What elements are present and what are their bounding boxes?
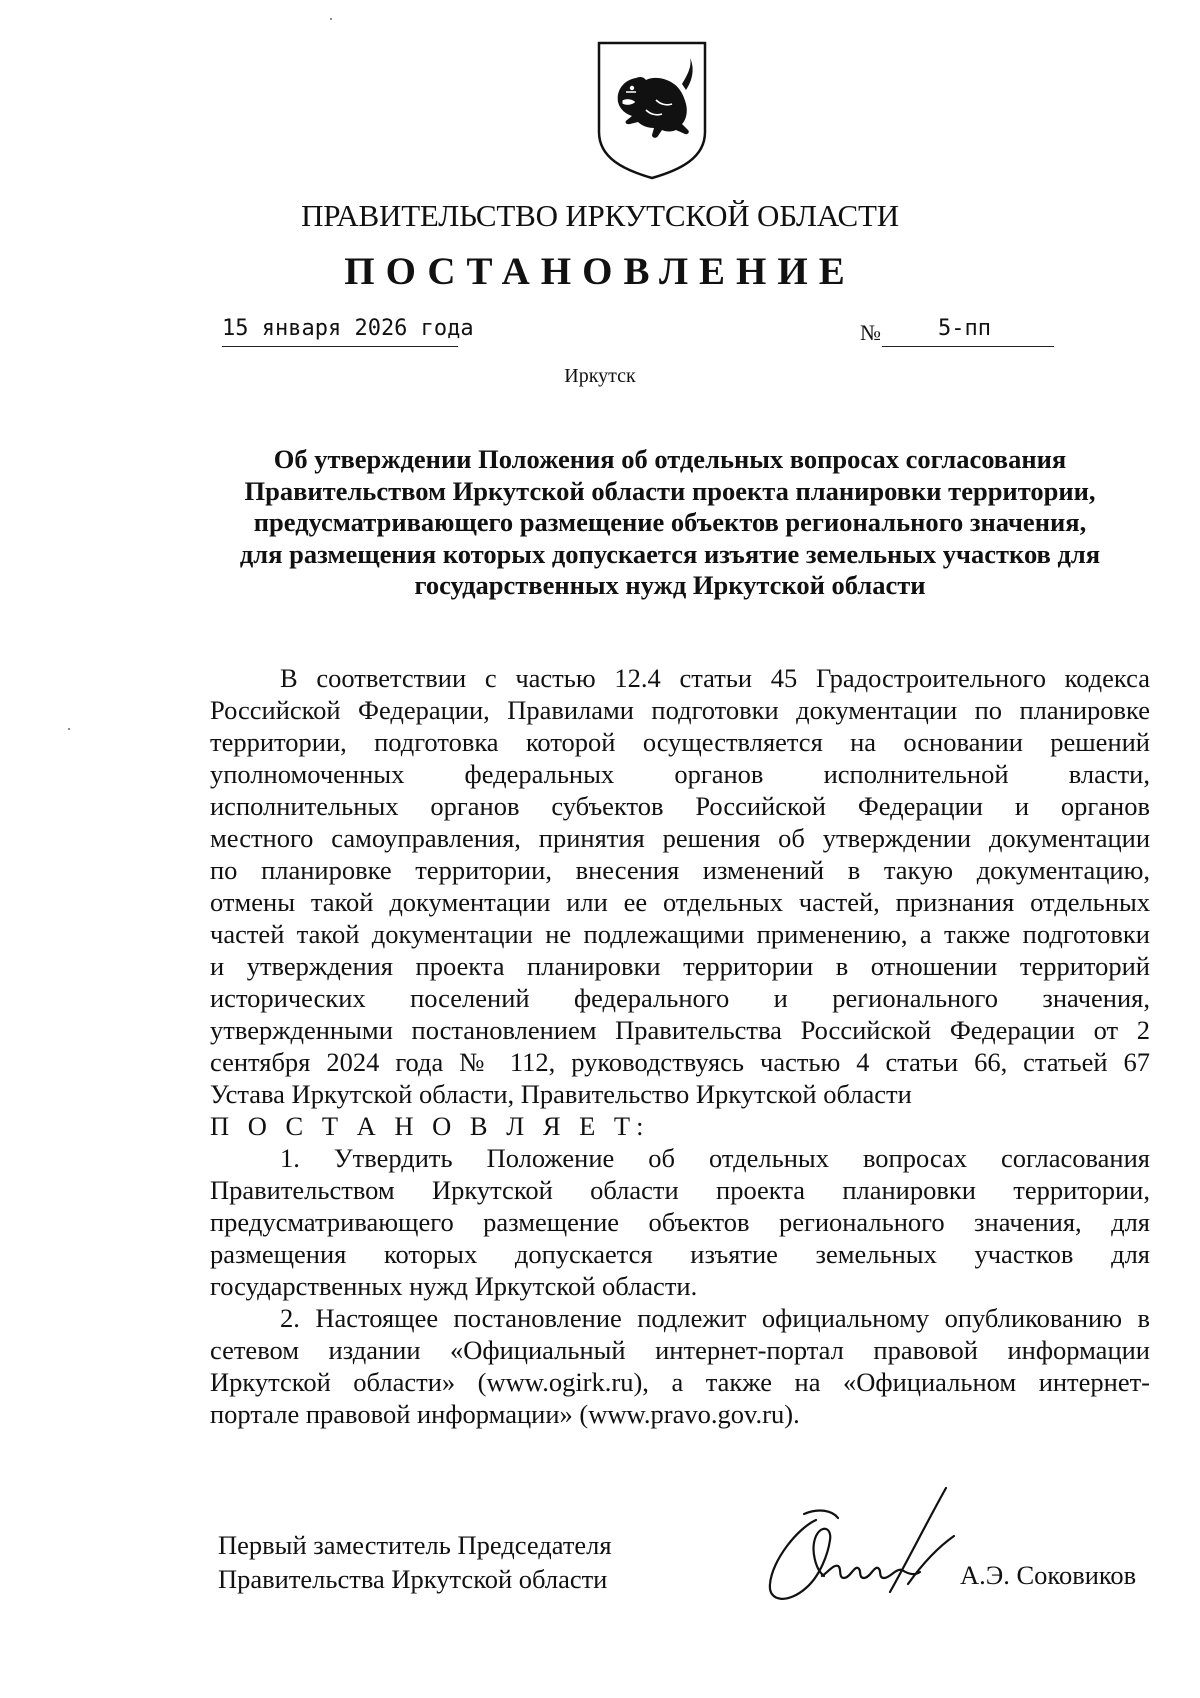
body-line: по планировке территории, внесения изменений в такую документацию, xyxy=(210,855,1150,885)
body-line: государственных нужд Иркутской области. xyxy=(210,1271,698,1301)
body-line: 1. Утвердить Положение об отдельных вопросах согласования xyxy=(280,1143,1150,1173)
government-name: ПРАВИТЕЛЬСТВО ИРКУТСКОЙ ОБЛАСТИ xyxy=(301,198,899,233)
position-line: Первый заместитель Председателя xyxy=(218,1530,612,1560)
document-subject xyxy=(210,444,1130,602)
body-line: уполномоченных федеральных органов исполнительной власти, xyxy=(210,759,1150,789)
document-type-title: ПОСТАНОВЛЕНИЕ xyxy=(344,250,856,293)
document-body xyxy=(210,662,1150,1430)
irkutsk-coat-of-arms-emblem xyxy=(596,40,708,180)
handwritten-signature xyxy=(758,1480,998,1610)
signatory-position xyxy=(218,1528,612,1596)
body-line: исполнительных органов субъектов Российской Федерации и органов xyxy=(210,791,1150,821)
subject-line: государственных нужд Иркутской области xyxy=(414,570,926,600)
scan-speck xyxy=(330,18,332,20)
body-line: утвержденными постановлением Правительства Российской Федерации от 2 xyxy=(210,1015,1150,1045)
document-date: 15 января 2026 года xyxy=(222,316,474,341)
position-line: Правительства Иркутской области xyxy=(218,1564,608,1594)
body-line: предусматривающего размещение объектов регионального значения, для xyxy=(210,1207,1150,1237)
number-field xyxy=(882,318,1054,347)
body-line: Иркутской области» (www.ogirk.ru), а также на «Официальном интернет- xyxy=(210,1367,1150,1397)
date-field xyxy=(222,316,474,347)
body-line: Российской Федерации, Правилами подготовки документации по планировке xyxy=(210,695,1150,725)
body-line: и утверждения проекта планировки территории в отношении территорий xyxy=(210,951,1150,981)
subject-line: Правительством Иркутской области проекта планировки территории, xyxy=(244,475,1096,506)
body-line: 2. Настоящее постановление подлежит официальному опубликованию в xyxy=(280,1303,1150,1333)
body-line: сентября 2024 года № 112, руководствуясь частью 4 статьи 66, статьей 67 xyxy=(210,1047,1150,1077)
document-number: 5-пп xyxy=(938,316,991,341)
body-line: В соответствии с частью 12.4 статьи 45 Градостроительного кодекса xyxy=(280,663,1150,693)
number-label: № xyxy=(860,320,881,345)
body-line: отмены такой документации или ее отдельных частей, признания отдельных xyxy=(210,887,1150,917)
body-line: местного самоуправления, принятия решения об утверждении документации xyxy=(210,823,1150,853)
body-line: Правительством Иркутской области проекта планировки территории, xyxy=(210,1175,1150,1205)
decree-word: П О С Т А Н О В Л Я Е Т: xyxy=(210,1111,650,1141)
body-line: портале правовой информации» (www.pravo.gov.ru). xyxy=(210,1399,800,1429)
subject-line: предусматривающего размещение объектов регионального значения, xyxy=(253,507,1087,537)
body-line: сетевом издании «Официальный интернет-портал правовой информации xyxy=(210,1335,1150,1365)
subject-line: для размещения которых допускается изъятие земельных участков для xyxy=(239,538,1101,569)
body-line: территории, подготовка которой осуществляется на основании решений xyxy=(210,727,1150,757)
body-line: размещения которых допускается изъятие земельных участков для xyxy=(210,1239,1150,1269)
city-name: Иркутск xyxy=(564,365,636,387)
body-line: Устава Иркутской области, Правительство Иркутской области xyxy=(210,1079,912,1109)
body-line: исторических поселений федерального и регионального значения, xyxy=(210,983,1150,1013)
signatory-name: А.Э. Соковиков xyxy=(960,1560,1137,1590)
subject-line: Об утверждении Положения об отдельных вопросах согласования xyxy=(273,444,1067,474)
body-line: частей такой документации не подлежащими применению, а также подготовки xyxy=(210,919,1150,949)
scan-speck xyxy=(68,728,70,730)
